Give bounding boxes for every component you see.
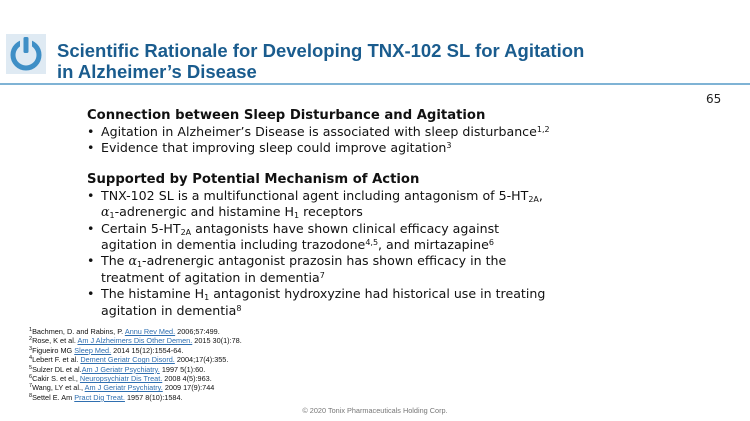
bullet-text: Agitation in Alzheimer’s Disease is associated with sleep disturbance [101,124,537,139]
title-line-2: in Alzheimer’s Disease [57,61,257,82]
journal-link[interactable]: Annu Rev Med. [124,327,176,336]
reference-item [29,336,449,345]
page-number: 65 [706,92,722,106]
citation-superscript: 3 [446,141,452,151]
journal-link[interactable]: Sleep Med. [74,345,112,355]
reference-number: 2 [29,336,33,343]
slide-body [87,108,667,319]
bullet-text: antagonists have shown clinical efficacy against [191,220,500,236]
power-logo-icon [6,34,46,74]
section-heading-mechanism: Supported by Potential Mechanism of Action [87,171,420,187]
reference-item [29,355,449,364]
citation-superscript: 6 [488,238,494,248]
header-divider [0,83,750,85]
reference-text: Rose, K et al. [32,336,78,346]
journal-link[interactable]: Am J Alzheimers Dis Other Demen. [77,336,193,346]
bullet-text: The histamine H [101,286,205,302]
journal-link[interactable]: Neuropsychiatr Dis Treat. [79,374,163,384]
bullet-item [87,253,667,286]
reference-text: Settel E. Am [32,392,75,402]
journal-link[interactable]: Pract Dig Treat. [74,392,125,402]
reference-number: 4 [29,355,33,362]
subscript: 1 [293,211,300,221]
copyright-footer: © 2020 Tonix Pharmaceuticals Holding Corp. [302,406,448,415]
bullet-text: TNX-102 SL is a multifunctional agent including antagonism of 5-HT [101,187,529,203]
reference-item [29,374,449,383]
reference-number: 5 [29,364,33,371]
reference-text: 2008 4(5):963. [162,374,212,384]
page-title [57,40,717,82]
bullet-item [87,124,667,140]
reference-item [29,383,449,392]
bullet-text: -adrenergic and histamine H [114,204,294,220]
reference-text: Wang, LY et al., [32,383,85,393]
references-list [29,327,449,402]
reference-item [29,393,449,402]
reference-text: 2015 30(1):78. [192,336,242,346]
reference-item [29,327,449,336]
journal-link[interactable]: Am J Geriatr Psychiatry. [81,364,160,374]
title-line-1: Scientific Rationale for Developing TNX-102 SL for Agitation [57,40,585,61]
journal-link[interactable]: Am J Geriatr Psychiatry. [84,383,163,393]
bullet-item [87,286,667,319]
bullet-text: Evidence that improving sleep could improve agitation [101,140,447,156]
bullet-list-mechanism [87,188,667,319]
citation-superscript: 1,2 [536,125,550,134]
reference-item [29,346,449,355]
bullet-text: , and mirtazapine [378,237,489,253]
reference-text: 2014 15(12):1554-64. [111,345,184,355]
bullet-text: treatment of agitation in dementia [101,269,320,285]
section-heading-sleep-agitation: Connection between Sleep Disturbance and Agitation [87,108,486,123]
reference-text: 2004;17(4):355. [174,355,229,365]
bullet-text: Certain 5-HT [101,220,181,236]
reference-text: 1997 5(1):60. [159,364,206,374]
bullet-text: agitation in dementia including trazodone [101,237,366,253]
bullet-item [87,221,667,254]
bullet-item [87,188,667,221]
reference-number: 8 [29,392,33,399]
reference-number: 1 [29,327,33,333]
subscript: 2A [180,227,192,237]
reference-item [29,365,449,374]
reference-number: 6 [29,374,33,381]
bullet-item [87,140,667,156]
citation-superscript: 8 [236,303,242,313]
bullet-text: , [538,187,543,203]
bullet-text: agitation in dementia [101,302,237,318]
reference-text: Bachmen, D. and Rabins, P. [32,327,125,336]
reference-text: Cakir S. et el., [32,374,80,384]
bullet-text: -adrenergic antagonist prazosin has shown efficacy in the [142,253,507,269]
subscript: 2A [528,194,539,204]
subscript: 1 [109,211,115,221]
reference-text: Sulzer DL et al. [32,364,82,374]
subscript: 1 [136,260,143,270]
reference-text: Lebert F. et al. [32,355,81,365]
bullet-list-sleep [87,124,667,157]
reference-text: 2006;57:499. [175,327,220,336]
journal-link[interactable]: Dement Geriatr Cogn Disord. [80,355,175,365]
reference-text: 2009 17(9):744 [162,383,215,393]
reference-text: 1957 8(10):1584. [124,392,183,402]
bullet-text: The [101,253,129,269]
citation-superscript: 7 [319,270,325,280]
bullet-text: antagonist hydroxyzine had historical use in treating [209,286,546,302]
bullet-text: receptors [299,204,363,220]
subscript: 1 [204,293,210,303]
reference-text: Figueiro MG [32,345,75,355]
tonix-logo [6,34,46,74]
reference-number: 7 [29,383,33,390]
reference-number: 3 [29,345,33,352]
citation-superscript: 4,5 [365,238,379,248]
alpha-symbol: α [101,204,110,220]
alpha-symbol: α [128,253,137,269]
